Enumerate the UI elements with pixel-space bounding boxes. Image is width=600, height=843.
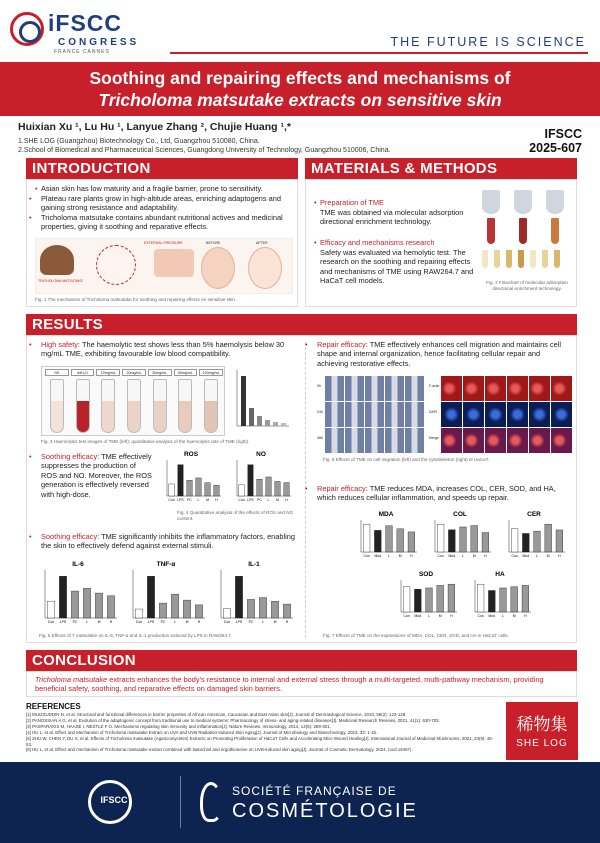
methods-item-1-title: • Preparation of TME [314, 198, 384, 207]
cytoskeleton-image-cell [441, 402, 462, 427]
chart-bar [437, 585, 444, 612]
tnf-chart [123, 558, 209, 630]
chart-tick-label: H [197, 620, 201, 624]
hemolysis-tube [127, 379, 141, 433]
chart-axis [167, 460, 221, 496]
face-after-image [248, 247, 282, 289]
intro-bullet-1: • Asian skin has low maturity and a fragile barrier, prone to sensitivity. [35, 184, 263, 193]
chart-tick-label: Mod [522, 554, 530, 558]
tube-label: 100mg/mL [199, 369, 223, 376]
intro-box [26, 179, 298, 307]
chart-tick-label: Con [437, 554, 444, 558]
reference-item: [3] PASPARAKIS M, HAASE I, NESTLE F O. Mechanisms regulating skin immunity and inflammation[J]. Nature Reviews. Immunology, 2014, 14(5): 289-301. [26, 723, 331, 729]
chart-bar [477, 584, 484, 612]
chart-tick-label: M [97, 620, 101, 624]
tube-label: 20mg/mL [122, 369, 146, 376]
chart-bar [169, 484, 174, 496]
migration-image-cell [405, 376, 424, 401]
cytoskeleton-image-cell [463, 428, 484, 453]
chart-bar [171, 594, 178, 618]
chart-bar [107, 596, 114, 618]
tube-label: 30mg/mL [148, 369, 172, 376]
methods-item-1-text: TME was obtained via molecular adsorption directional enrichment technology. [320, 208, 464, 227]
cytoskeleton-image-cell [485, 402, 506, 427]
conclusion-heading: CONCLUSION [26, 650, 577, 671]
chart-bar [403, 587, 410, 612]
col-chart [425, 508, 495, 564]
chart-tick-label: Con [363, 554, 370, 558]
affiliation-2: 2.School of Biomedical and Pharmaceutical Sciences, Guangdong University of Technology, Guangzhou 510006, China. [18, 147, 391, 154]
chart-bar [283, 604, 290, 618]
title-line-2: Tricholoma matsutake extracts on sensitive skin [98, 90, 502, 110]
ros-chart [157, 448, 225, 508]
cytoskeleton-row-label: DAPI [429, 410, 437, 414]
chart-bar [545, 524, 552, 552]
reference-item: [6] HU L, et al. Effect and mechanism of Tricholoma matsutake extract combined with bakuchiol and ergothioneine on UVB-induced skin aging[J]. Journal of Cosmetic Dermatology, 2024, (ocd.16457). [26, 747, 413, 753]
chart-bar [178, 465, 183, 496]
logo-location: FRANCE CANNES [54, 49, 110, 55]
chart-bar [223, 609, 230, 618]
references-heading: REFERENCES [26, 702, 81, 711]
chart-tick-label: PC [257, 498, 262, 502]
cytoskeleton-image-cell [441, 376, 462, 401]
chart-title: SOD [418, 571, 434, 578]
chart-tick-label: M [185, 620, 189, 624]
chart-bar [374, 530, 381, 552]
chart-bar [284, 483, 289, 496]
chart-tick-label: L [267, 498, 270, 502]
chart-tick-label: H [109, 620, 113, 624]
chart-bar [205, 483, 210, 496]
fig1-label-c: BEFORE [206, 241, 221, 245]
fig4-caption: Fig. 4 Quantitative analysis of the effects of ROS and NO content. [177, 510, 294, 521]
column-2 [519, 218, 527, 244]
results-r5: • Repair efficacy: TME reduces MDA, increases COL, CER, SOD, and HA, which reduces cellular inflammation, and speeds up repair. [305, 484, 556, 503]
chart-tick-label: H [285, 620, 289, 624]
chart-bar [522, 585, 529, 612]
hemolysis-tube [76, 379, 90, 433]
chart-tick-label: L [462, 554, 464, 558]
results-r4: • Repair efficacy: TME effectively enhances cell migration and maintains cell shape and internal organization, hence facilitating cellular repair and achieving restorative effects. [305, 340, 562, 368]
cytoskeleton-image-cell [551, 428, 572, 453]
footer-divider [180, 776, 181, 828]
chart-tick-label: H [558, 554, 561, 558]
chart-tick-label: LPS [59, 620, 67, 624]
chart-tick-label: Con [168, 498, 175, 502]
fig7-caption: Fig. 7 Effects of TME on the expressions of MDA, COL, CER, SOD, and HA in HaCaT cells. [323, 633, 509, 638]
fig1-label-b: EXTERNAL PRESSURE [144, 241, 183, 245]
chart-bar [460, 527, 467, 552]
chart-tick-label: Con [238, 498, 245, 502]
chart-bar [522, 533, 529, 552]
fig6-caption: Fig. 6 Effects of TME on cell migration (left) and the cytoskeleton (right) of HaCaT. [323, 457, 490, 462]
chart-tick-label: H [450, 614, 453, 618]
column-1 [487, 218, 495, 244]
chart-tick-label: Mod [414, 614, 422, 618]
intro-heading: INTRODUCTION [26, 158, 298, 179]
chart-title: NO [256, 451, 266, 458]
intro-bullet-3: • Tricholoma matsutake contains abundant nutritional actives and medicinal properties, giving it soothing and reparative effects. [29, 213, 283, 232]
title-band [0, 62, 600, 116]
skin-mechanism-circle [96, 245, 136, 285]
chart-title: COL [453, 511, 467, 518]
chart-tick-label: PC [160, 620, 166, 624]
tube-label: 10mg/mL [96, 369, 120, 376]
cytoskeleton-image-cell [529, 428, 550, 453]
chart-tick-label: L [174, 620, 176, 624]
mushroom-image [40, 245, 74, 275]
migration-image-cell [365, 428, 384, 453]
chart-tick-label: H [410, 554, 413, 558]
chart-tick-label: L [428, 614, 430, 618]
chart-bar [426, 588, 433, 612]
chart-tick-label: L [502, 614, 504, 618]
migration-row-label: 48h [317, 436, 323, 440]
chart-tick-label: LPS [247, 498, 254, 502]
migration-row-label: 24h [317, 410, 323, 414]
chart-tick-label: Mod [448, 554, 456, 558]
cytoskeleton-image-cell [529, 402, 550, 427]
chart-bar [386, 526, 393, 552]
chart-tick-label: Mod [374, 554, 382, 558]
chart-bar [83, 588, 90, 618]
cytoskeleton-image-cell [551, 376, 572, 401]
footer-swirl-icon [200, 782, 226, 822]
hemolysis-tube [204, 379, 218, 433]
chart-tick-label: M [546, 554, 550, 558]
methods-heading: MATERIALS & METHODS [305, 158, 577, 179]
il6-chart [35, 558, 121, 630]
chart-bar [159, 603, 166, 618]
chart-tick-label: Con [477, 614, 484, 618]
header [0, 0, 600, 62]
methods-item-2-title: • Efficacy and mechanisms research [314, 238, 435, 247]
chart-bar [437, 524, 444, 552]
chart-tick-label: Con [47, 620, 55, 624]
chart-tick-label: PC [187, 498, 192, 502]
cytoskeleton-image-cell [529, 376, 550, 401]
ifscc-logo [10, 8, 160, 56]
chart-tick-label: L [388, 554, 390, 558]
migration-row-label: 0h [317, 384, 321, 388]
chart-tick-label: LPS [177, 498, 184, 502]
reference-item: [5] ZHU W, CHEN Y, DU X, et al. Effects of Tricholoma matsutake (Agaricomycetes) Extracts on Promoting Proliferation of HaCaT Cells and Accelerating Mice Wound Healing[J]. International Journal of Medicinal Mushrooms, 2021, 23(9): 45-53. [26, 735, 494, 747]
fig3-caption: Fig. 3 Haemolysis test images of TME (left); quantitative analysis of the haemolysis rate of TME (right). [41, 439, 250, 444]
affiliation-1: 1.SHE LOG (Guangzhou) Biotechnology Co., Ltd, Guangzhou 510080, China. [18, 138, 260, 145]
chart-bar [147, 576, 154, 618]
chart-bar [259, 598, 266, 618]
hemolysis-tube [101, 379, 115, 433]
chart-tick-label: M [438, 614, 442, 618]
cytoskeleton-images [429, 376, 573, 454]
chart-tick-label: L [197, 498, 200, 502]
chart-tick-label: H [484, 554, 487, 558]
results-heading: RESULTS [26, 314, 577, 335]
hemolysis-tube [153, 379, 167, 433]
fig1-label-a: TRICHOLOMA MATSUTAKE [38, 279, 83, 283]
chart-bar [196, 478, 201, 496]
chart-title: IL-1 [248, 561, 260, 568]
chart-title: IL-6 [72, 561, 84, 568]
migration-images [317, 376, 425, 454]
tagline: THE FUTURE IS SCIENCE [390, 35, 586, 49]
ha-chart [465, 568, 535, 624]
chart-bar [471, 526, 478, 552]
hemolysis-chart [229, 366, 291, 436]
hemolysis-tube [178, 379, 192, 433]
chart-tick-label: L [262, 620, 264, 624]
chart-bar [266, 477, 271, 496]
methods-item-2-text: Safety was evaluated via hemolytic test. The research on the soothing and repairing effects and mechanisms of TME using RAW264.7 and HaCaT cell models. [320, 248, 474, 286]
cytoskeleton-row-label: F-actin [429, 384, 440, 388]
chart-bar [71, 591, 78, 618]
funnel-2 [514, 190, 532, 214]
migration-image-cell [365, 402, 384, 427]
migration-image-cell [385, 376, 404, 401]
footer-right-line1: SOCIÉTÉ FRANÇAISE DE [232, 784, 397, 798]
logo-text: iFSCC [48, 10, 122, 36]
fig1-caption: Fig. 1 The mechanism of Tricholoma matsutake for soothing and repairing effects on sensitive skin. [35, 297, 237, 302]
cytoskeleton-image-cell [507, 428, 528, 453]
logo-subtext: CONGRESS [58, 37, 140, 48]
chart-bar [511, 529, 518, 552]
chart-tick-label: LPS [235, 620, 243, 624]
chart-tick-label: M [398, 554, 402, 558]
chart-bar [511, 587, 518, 612]
abstract-code-label: IFSCC [544, 127, 582, 141]
results-r1: • High safety: The haemolytic test shows less than 5% haemolysis below 30 mg/mL TME, exhibiting favourable low blood compatibility. [29, 340, 285, 359]
chart-bar [271, 601, 278, 618]
footer-right-line2: COSMÉTOLOGIE [232, 800, 418, 822]
cytoskeleton-image-cell [463, 376, 484, 401]
chart-title: HA [495, 571, 505, 578]
cytoskeleton-image-cell [485, 428, 506, 453]
chart-bar [235, 576, 242, 618]
brand-en: SHE LOG [516, 738, 568, 749]
chart-bar [257, 479, 262, 496]
reference-item: [1] MUIZZUDDIN N, et al. Structural and functional differences in barrier properties of African American, Caucasian and East Asian skin[J]. Journal of Dermatological Science, 2010, 59(2): 123-128. [26, 712, 407, 717]
chart-tick-label: PC [72, 620, 78, 624]
chart-tick-label: LPS [147, 620, 155, 624]
skin-layer-image [154, 249, 194, 277]
intro-bullet-2: • Plateau rare plants grow in high-altitude areas, enriching adaptogens and gaining strong resistance and adaptability. [29, 194, 281, 213]
chart-tick-label: Con [511, 554, 518, 558]
chart-tick-label: H [215, 498, 218, 502]
chart-bar [95, 593, 102, 618]
chart-tick-label: M [206, 498, 209, 502]
chart-tick-label: L [86, 620, 88, 624]
chart-bar [500, 588, 507, 612]
brand-cn: 稀物集 [516, 715, 568, 735]
il1-chart [211, 558, 297, 630]
migration-image-cell [325, 428, 344, 453]
migration-image-cell [405, 428, 424, 453]
tube-row [482, 250, 566, 270]
chart-bar [214, 485, 219, 496]
chart-tick-label: Con [135, 620, 143, 624]
methods-box [305, 179, 577, 307]
title-line-1: Soothing and repairing effects and mechanisms of [89, 68, 511, 88]
funnel-3 [546, 190, 564, 214]
chart-tick-label: M [273, 620, 277, 624]
tube-label: 50mg/mL [174, 369, 198, 376]
chart-axis [133, 570, 205, 618]
migration-image-cell [325, 402, 344, 427]
chart-bar [183, 600, 190, 618]
chart-axis [45, 570, 117, 618]
chart-bar [448, 530, 455, 552]
fig5-caption: Fig. 5 Effects of T matsutake on IL-6, TNF-α and IL-1 production induced by LPS in RAW264.7. [39, 633, 233, 638]
footer-left-text: IFSCC [100, 795, 128, 805]
brand-logo [506, 702, 578, 760]
cytoskeleton-image-cell [441, 428, 462, 453]
chart-title: ROS [183, 451, 199, 458]
chart-tick-label: L [536, 554, 538, 558]
migration-image-cell [325, 376, 344, 401]
funnel-1 [482, 190, 500, 214]
chart-title: CER [527, 511, 541, 518]
chart-tick-label: H [285, 498, 288, 502]
migration-image-cell [345, 376, 364, 401]
results-r2: • Soothing efficacy: TME effectively suppresses the production of ROS and NO. Moreover, the ROS generation is effectively reversed with high-dose. [29, 452, 152, 499]
chart-tick-label: Con [403, 614, 410, 618]
chart-bar [248, 465, 253, 496]
migration-image-cell [345, 402, 364, 427]
migration-image-cell [345, 428, 364, 453]
footer [0, 762, 600, 843]
chart-tick-label: M [276, 498, 279, 502]
results-box [26, 335, 577, 643]
conclusion-text: Tricholoma matsutake extracts enhances the body's resistance to internal and external stress through a multi-targeted, multi-pathway mechanism, providing beneficial safety, soothing, and reparative effects on damaged skin barriers. [35, 675, 544, 694]
flowchart-figure [476, 190, 572, 276]
cer-chart [499, 508, 569, 564]
chart-title: MDA [378, 511, 394, 518]
fig1-label-d: AFTER [256, 241, 268, 245]
chart-bar [47, 601, 54, 618]
column-3 [551, 218, 559, 244]
chart-bar [482, 533, 489, 552]
chart-bar [59, 576, 66, 618]
intro-figure [35, 238, 293, 294]
hemolysis-tubes-image [41, 366, 225, 436]
chart-tick-label: H [524, 614, 527, 618]
chart-bar [414, 589, 421, 612]
chart-title: TNF-α [156, 561, 176, 568]
migration-image-cell [405, 402, 424, 427]
chart-bar [363, 524, 370, 552]
cytoskeleton-image-cell [551, 402, 572, 427]
chart-tick-label: M [512, 614, 516, 618]
conclusion-box [26, 671, 577, 697]
migration-image-cell [385, 428, 404, 453]
migration-image-cell [365, 376, 384, 401]
results-r3: • Soothing efficacy: TME significantly inhibits the inflammatory factors, enabling the skin to effectively defend against external stimuli. [29, 532, 296, 551]
chart-tick-label: PC [248, 620, 254, 624]
chart-bar [534, 531, 541, 552]
chart-axis [221, 570, 293, 618]
cytoskeleton-image-cell [507, 402, 528, 427]
cytoskeleton-image-cell [485, 376, 506, 401]
abstract-code: 2025-607 [529, 141, 582, 155]
tube-label: NS [45, 369, 69, 376]
chart-bar [247, 599, 254, 618]
chart-bar [195, 605, 202, 618]
header-divider [170, 52, 588, 54]
face-before-image [201, 247, 235, 289]
chart-bar [239, 485, 244, 496]
chart-tick-label: Mod [488, 614, 496, 618]
tube-label: ddH₂O [71, 369, 95, 376]
logo-mark-icon [10, 12, 44, 46]
reference-item: [2] PANOSSIAN A G, et al. Evolution of the adaptogenic concept from traditional use to medical systems: Pharmacology of stress- and aging-related diseases[J]. Medicinal Research Reviews, 2021, 41(1): 630-703. [26, 717, 440, 723]
chart-bar [408, 532, 415, 552]
chart-bar [488, 590, 495, 612]
migration-image-cell [385, 402, 404, 427]
chart-tick-label: M [472, 554, 476, 558]
chart-bar [275, 481, 280, 496]
chart-bar [448, 584, 455, 612]
chart-tick-label: Con [223, 620, 231, 624]
hemolysis-tube [50, 379, 64, 433]
reference-item: [4] HU L, et al. Effect and Mechanism of Tricholoma matsutake Extract on UVA and UVB Radiation-Induced Skin Aging[J]. Journal of Microbiology and Biotechnology, 2023, 33: 1-15. [26, 729, 378, 735]
cytoskeleton-image-cell [507, 376, 528, 401]
sod-chart [391, 568, 461, 624]
cytoskeleton-image-cell [463, 402, 484, 427]
fig2-caption: Fig. 2 Flowchart of molecular adsorption directional enrichment technology. [486, 280, 568, 291]
no-chart [227, 448, 295, 508]
chart-bar [187, 480, 192, 496]
cytoskeleton-row-label: Merge [429, 436, 439, 440]
chart-bar [135, 609, 142, 618]
chart-axis [237, 460, 291, 496]
authors: Huixian Xu ¹, Lu Hu ¹, Lanyue Zhang ², Chujie Huang ¹,* [18, 121, 291, 133]
chart-bar [556, 530, 563, 552]
references-list [26, 712, 496, 753]
chart-bar [397, 529, 404, 552]
mda-chart [351, 508, 421, 564]
